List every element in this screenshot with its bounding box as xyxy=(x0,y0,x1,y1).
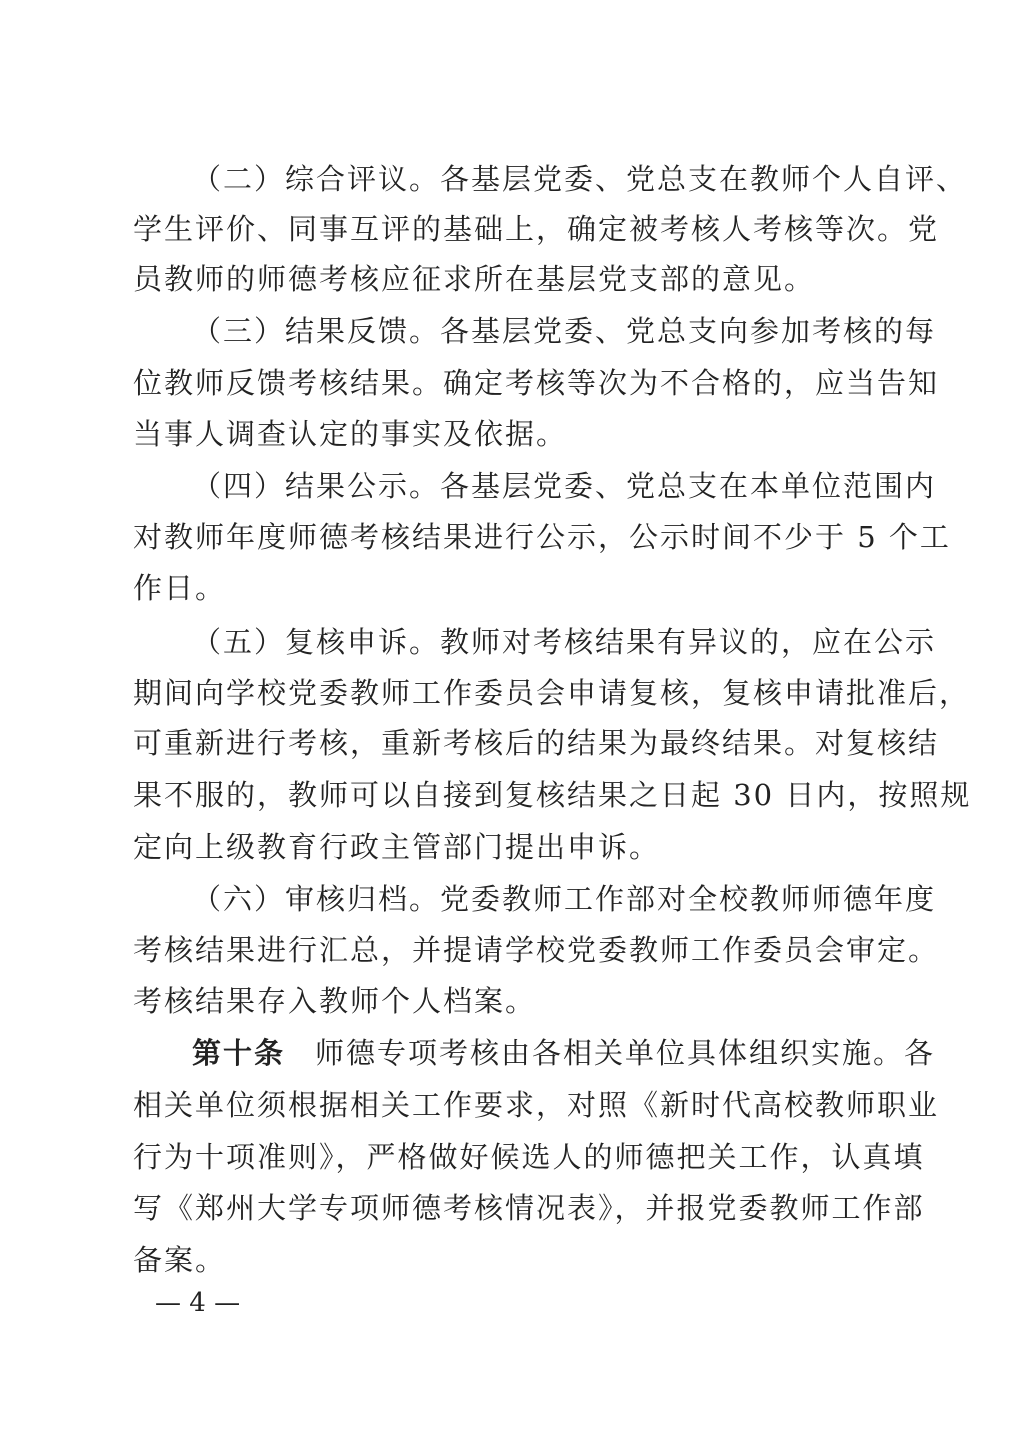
paragraph-line: 可重新进行考核，重新考核后的结果为最终结果。对复核结 xyxy=(133,726,940,760)
page-number: — 4 — xyxy=(155,1288,241,1318)
paragraph-line: 定向上级教育行政主管部门提出申诉。 xyxy=(133,830,661,864)
paragraph-line: 相关单位须根据相关工作要求，对照《新时代高校教师职业 xyxy=(133,1088,940,1122)
paragraph-line: 果不服的，教师可以自接到复核结果之日起 30 日内，按照规 xyxy=(133,778,972,812)
paragraph-line: 对教师年度师德考核结果进行公示，公示时间不少于 5 个工 xyxy=(133,520,951,554)
paragraph-line: （四）结果公示。各基层党委、党总支在本单位范围内 xyxy=(192,469,937,503)
paragraph-line: 当事人调查认定的事实及依据。 xyxy=(133,417,568,451)
paragraph-line: 位教师反馈考核结果。确定考核等次为不合格的，应当告知 xyxy=(133,366,940,400)
paragraph-line: 作日。 xyxy=(133,571,227,605)
paragraph-line: 员教师的师德考核应征求所在基层党支部的意见。 xyxy=(133,262,816,296)
paragraph-line: （五）复核申诉。教师对考核结果有异议的，应在公示 xyxy=(192,625,937,659)
paragraph-line: 写《郑州大学专项师德考核情况表》，并报党委教师工作部 xyxy=(133,1191,925,1225)
paragraph-line: 师德专项考核由各相关单位具体组织实施。各 xyxy=(315,1036,936,1070)
paragraph-line: （二）综合评议。各基层党委、党总支在教师个人自评、 xyxy=(192,162,968,196)
paragraph-line: 行为十项准则》，严格做好候选人的师德把关工作，认真填 xyxy=(133,1140,925,1174)
article-heading: 第十条 xyxy=(192,1036,286,1070)
paragraph-line: 考核结果存入教师个人档案。 xyxy=(133,984,537,1018)
paragraph-line: 期间向学校党委教师工作委员会申请复核，复核申请批准后， xyxy=(133,676,971,710)
paragraph-line: 备案。 xyxy=(133,1243,227,1277)
paragraph-line: 考核结果进行汇总，并提请学校党委教师工作委员会审定。 xyxy=(133,933,940,967)
paragraph-line: （六）审核归档。党委教师工作部对全校教师师德年度 xyxy=(192,882,937,916)
paragraph-line: 学生评价、同事互评的基础上，确定被考核人考核等次。党 xyxy=(133,212,940,246)
article-heading-line xyxy=(192,1033,936,1073)
paragraph-line: （三）结果反馈。各基层党委、党总支向参加考核的每 xyxy=(192,314,937,348)
